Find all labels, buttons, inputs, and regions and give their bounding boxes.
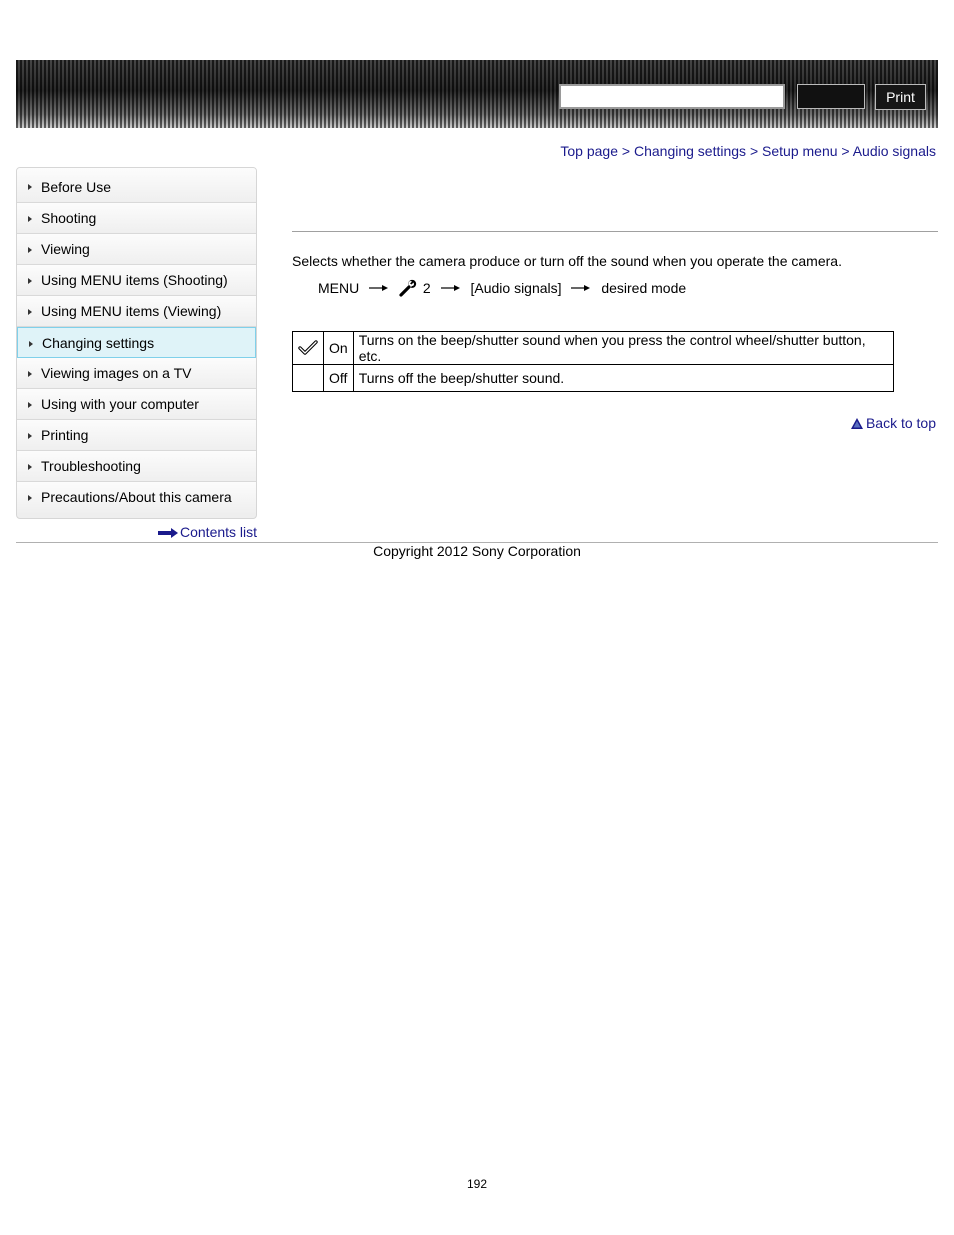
arrow-right-icon bbox=[369, 284, 389, 292]
back-to-top-link[interactable] bbox=[851, 415, 936, 431]
arrow-right-icon bbox=[571, 284, 591, 292]
right-arrow-icon bbox=[158, 528, 178, 538]
sidebar-item-label: Shooting bbox=[41, 210, 97, 226]
options-table bbox=[292, 331, 894, 392]
caret-right-icon bbox=[28, 433, 32, 439]
caret-right-icon bbox=[29, 341, 33, 347]
caret-right-icon bbox=[28, 278, 32, 284]
caret-right-icon bbox=[28, 371, 32, 377]
breadcrumb-changing-settings[interactable]: Changing settings bbox=[633, 143, 747, 159]
page-number: 192 bbox=[466, 1177, 488, 1191]
menu-path-menu: MENU bbox=[318, 280, 360, 297]
copyright-text: Copyright 2012 Sony Corporation bbox=[373, 543, 581, 559]
sidebar-item-label: Using with your computer bbox=[41, 396, 199, 412]
contents-list-link[interactable] bbox=[158, 524, 257, 540]
print-button[interactable]: Print bbox=[875, 84, 926, 110]
description-cell: Turns on the beep/shutter sound when you press the control wheel/shutter button, etc. bbox=[353, 332, 893, 365]
menu-path-item: [Audio signals] bbox=[470, 280, 562, 297]
sidebar-item-printing[interactable] bbox=[17, 420, 256, 451]
sidebar-item-viewing-on-tv[interactable] bbox=[17, 358, 256, 389]
caret-right-icon bbox=[28, 309, 32, 315]
search-input[interactable] bbox=[559, 84, 785, 109]
breadcrumb-separator: > bbox=[841, 143, 850, 159]
mode-cell: Off bbox=[324, 365, 354, 392]
sidebar-item-menu-shooting[interactable] bbox=[17, 265, 256, 296]
sidebar-item-menu-viewing[interactable] bbox=[17, 296, 256, 327]
sidebar-item-label: Precautions/About this camera bbox=[41, 489, 232, 505]
mode-cell: On bbox=[324, 332, 354, 365]
sidebar-item-label: Before Use bbox=[41, 179, 112, 195]
default-cell bbox=[293, 332, 324, 365]
description-cell: Turns off the beep/shutter sound. bbox=[353, 365, 893, 392]
sidebar-item-label: Viewing images on a TV bbox=[41, 365, 192, 381]
wrench-icon bbox=[399, 279, 417, 297]
search-button[interactable] bbox=[797, 84, 865, 109]
caret-right-icon bbox=[28, 184, 32, 190]
sidebar-item-label: Using MENU items (Viewing) bbox=[41, 303, 222, 319]
contents-list-label: Contents list bbox=[180, 524, 258, 540]
sidebar-item-label: Troubleshooting bbox=[41, 458, 141, 474]
breadcrumb bbox=[560, 143, 936, 159]
checkmark-icon bbox=[298, 340, 318, 356]
sidebar-item-precautions[interactable] bbox=[17, 482, 256, 513]
title-divider bbox=[292, 231, 938, 232]
sidebar-item-label: Changing settings bbox=[42, 335, 155, 351]
breadcrumb-separator: > bbox=[749, 143, 759, 159]
table-row bbox=[293, 365, 894, 392]
page-description: Selects whether the camera produce or turn off the sound when you operate the camera. bbox=[292, 253, 842, 269]
up-triangle-icon bbox=[851, 418, 863, 429]
sidebar-item-troubleshooting[interactable] bbox=[17, 451, 256, 482]
sidebar-item-before-use[interactable] bbox=[17, 168, 256, 203]
sidebar-item-viewing[interactable] bbox=[17, 234, 256, 265]
menu-path-tab-number: 2 bbox=[422, 280, 431, 297]
caret-right-icon bbox=[28, 247, 32, 253]
caret-right-icon bbox=[28, 402, 32, 408]
menu-path-last: desired mode bbox=[601, 280, 687, 297]
caret-right-icon bbox=[28, 216, 32, 222]
breadcrumb-top-page[interactable]: Top page bbox=[560, 143, 618, 159]
sidebar-item-shooting[interactable] bbox=[17, 203, 256, 234]
breadcrumb-audio-signals[interactable]: Audio signals bbox=[852, 143, 936, 159]
header-bar bbox=[16, 60, 938, 128]
caret-right-icon bbox=[28, 495, 32, 501]
sidebar-item-label: Printing bbox=[41, 427, 89, 443]
sidebar-item-using-computer[interactable] bbox=[17, 389, 256, 420]
breadcrumb-setup-menu[interactable]: Setup menu bbox=[762, 143, 838, 159]
sidebar-item-label: Using MENU items (Shooting) bbox=[41, 272, 228, 288]
caret-right-icon bbox=[28, 464, 32, 470]
sidebar-item-label: Viewing bbox=[41, 241, 90, 257]
breadcrumb-separator: > bbox=[621, 143, 631, 159]
table-row bbox=[293, 332, 894, 365]
menu-path bbox=[318, 276, 686, 300]
arrow-right-icon bbox=[441, 284, 461, 292]
sidebar-nav bbox=[16, 167, 257, 519]
back-to-top-label: Back to top bbox=[865, 415, 936, 431]
sidebar-item-changing-settings[interactable] bbox=[17, 327, 256, 358]
default-cell bbox=[293, 365, 324, 392]
